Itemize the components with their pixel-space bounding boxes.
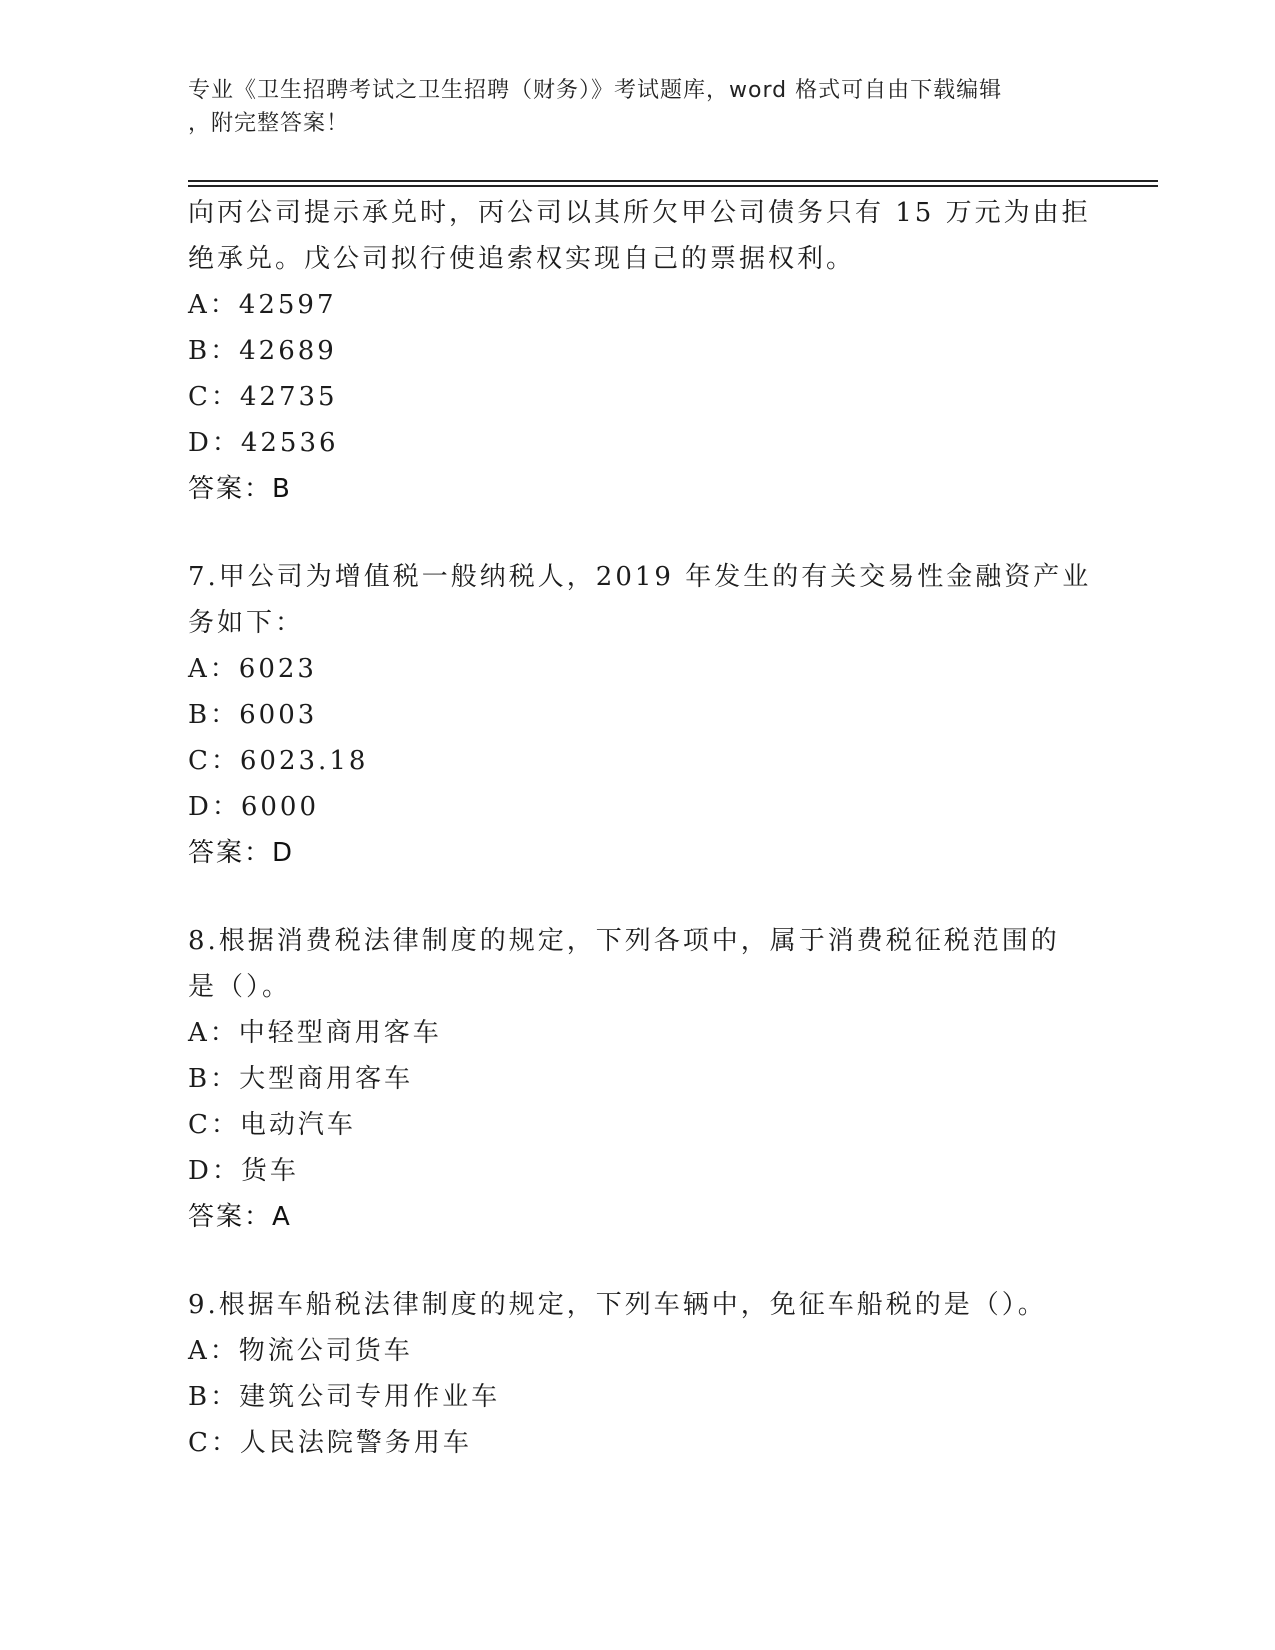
question-9-option-b: B：建筑公司专用作业车 [188, 1382, 501, 1412]
question-9-option-a: A：物流公司货车 [188, 1336, 413, 1366]
question-8-option-c: C：电动汽车 [188, 1110, 356, 1140]
question-6-option-a: A：42597 [188, 290, 337, 320]
question-7-option-b: B：6003 [188, 700, 318, 730]
question-6 [188, 190, 1091, 512]
question-6-text-line-2: 绝承兑。戊公司拟行使追索权实现自己的票据权利。 [188, 244, 856, 274]
question-8-option-d: D：货车 [188, 1156, 299, 1186]
question-8-text-line-2: 是（）。 [188, 972, 292, 1002]
question-7 [188, 554, 1092, 876]
document-body [188, 190, 1092, 1466]
header-divider-bottom [188, 185, 1158, 187]
question-8 [188, 918, 1088, 1240]
question-8-option-a: A：中轻型商用客车 [188, 1018, 442, 1048]
question-9-text-line-1: 9.根据车船税法律制度的规定，下列车辆中，免征车船税的是（）。 [188, 1290, 1047, 1320]
question-6-option-b: B：42689 [188, 336, 337, 366]
question-6-option-d: D：42536 [188, 428, 339, 458]
question-9 [188, 1282, 1088, 1466]
question-7-answer: 答案：D [188, 838, 295, 868]
question-8-answer: 答案：A [188, 1202, 292, 1232]
question-9-option-c: C：人民法院警务用车 [188, 1428, 472, 1458]
question-7-option-a: A：6023 [188, 654, 317, 684]
header-divider-top [188, 180, 1158, 182]
header-line-2: ，附完整答案！ [188, 111, 350, 136]
question-6-answer: 答案：B [188, 474, 292, 504]
header-line-1: 专业《卫生招聘考试之卫生招聘（财务）》考试题库，word 格式可自由下载编辑 [188, 78, 1003, 103]
question-8-text-line-1: 8.根据消费税法律制度的规定，下列各项中，属于消费税征税范围的 [188, 926, 1060, 956]
question-7-option-d: D：6000 [188, 792, 320, 822]
question-7-option-c: C：6023.18 [188, 746, 369, 776]
question-6-option-c: C：42735 [188, 382, 338, 412]
question-7-text-line-2: 务如下： [188, 608, 305, 638]
question-8-option-b: B：大型商用客车 [188, 1064, 414, 1094]
document-header [188, 74, 1088, 140]
question-6-text-line-1: 向丙公司提示承兑时，丙公司以其所欠甲公司债务只有 15 万元为由拒 [188, 198, 1091, 228]
question-7-text-line-1: 7.甲公司为增值税一般纳税人，2019 年发生的有关交易性金融资产业 [188, 562, 1092, 592]
